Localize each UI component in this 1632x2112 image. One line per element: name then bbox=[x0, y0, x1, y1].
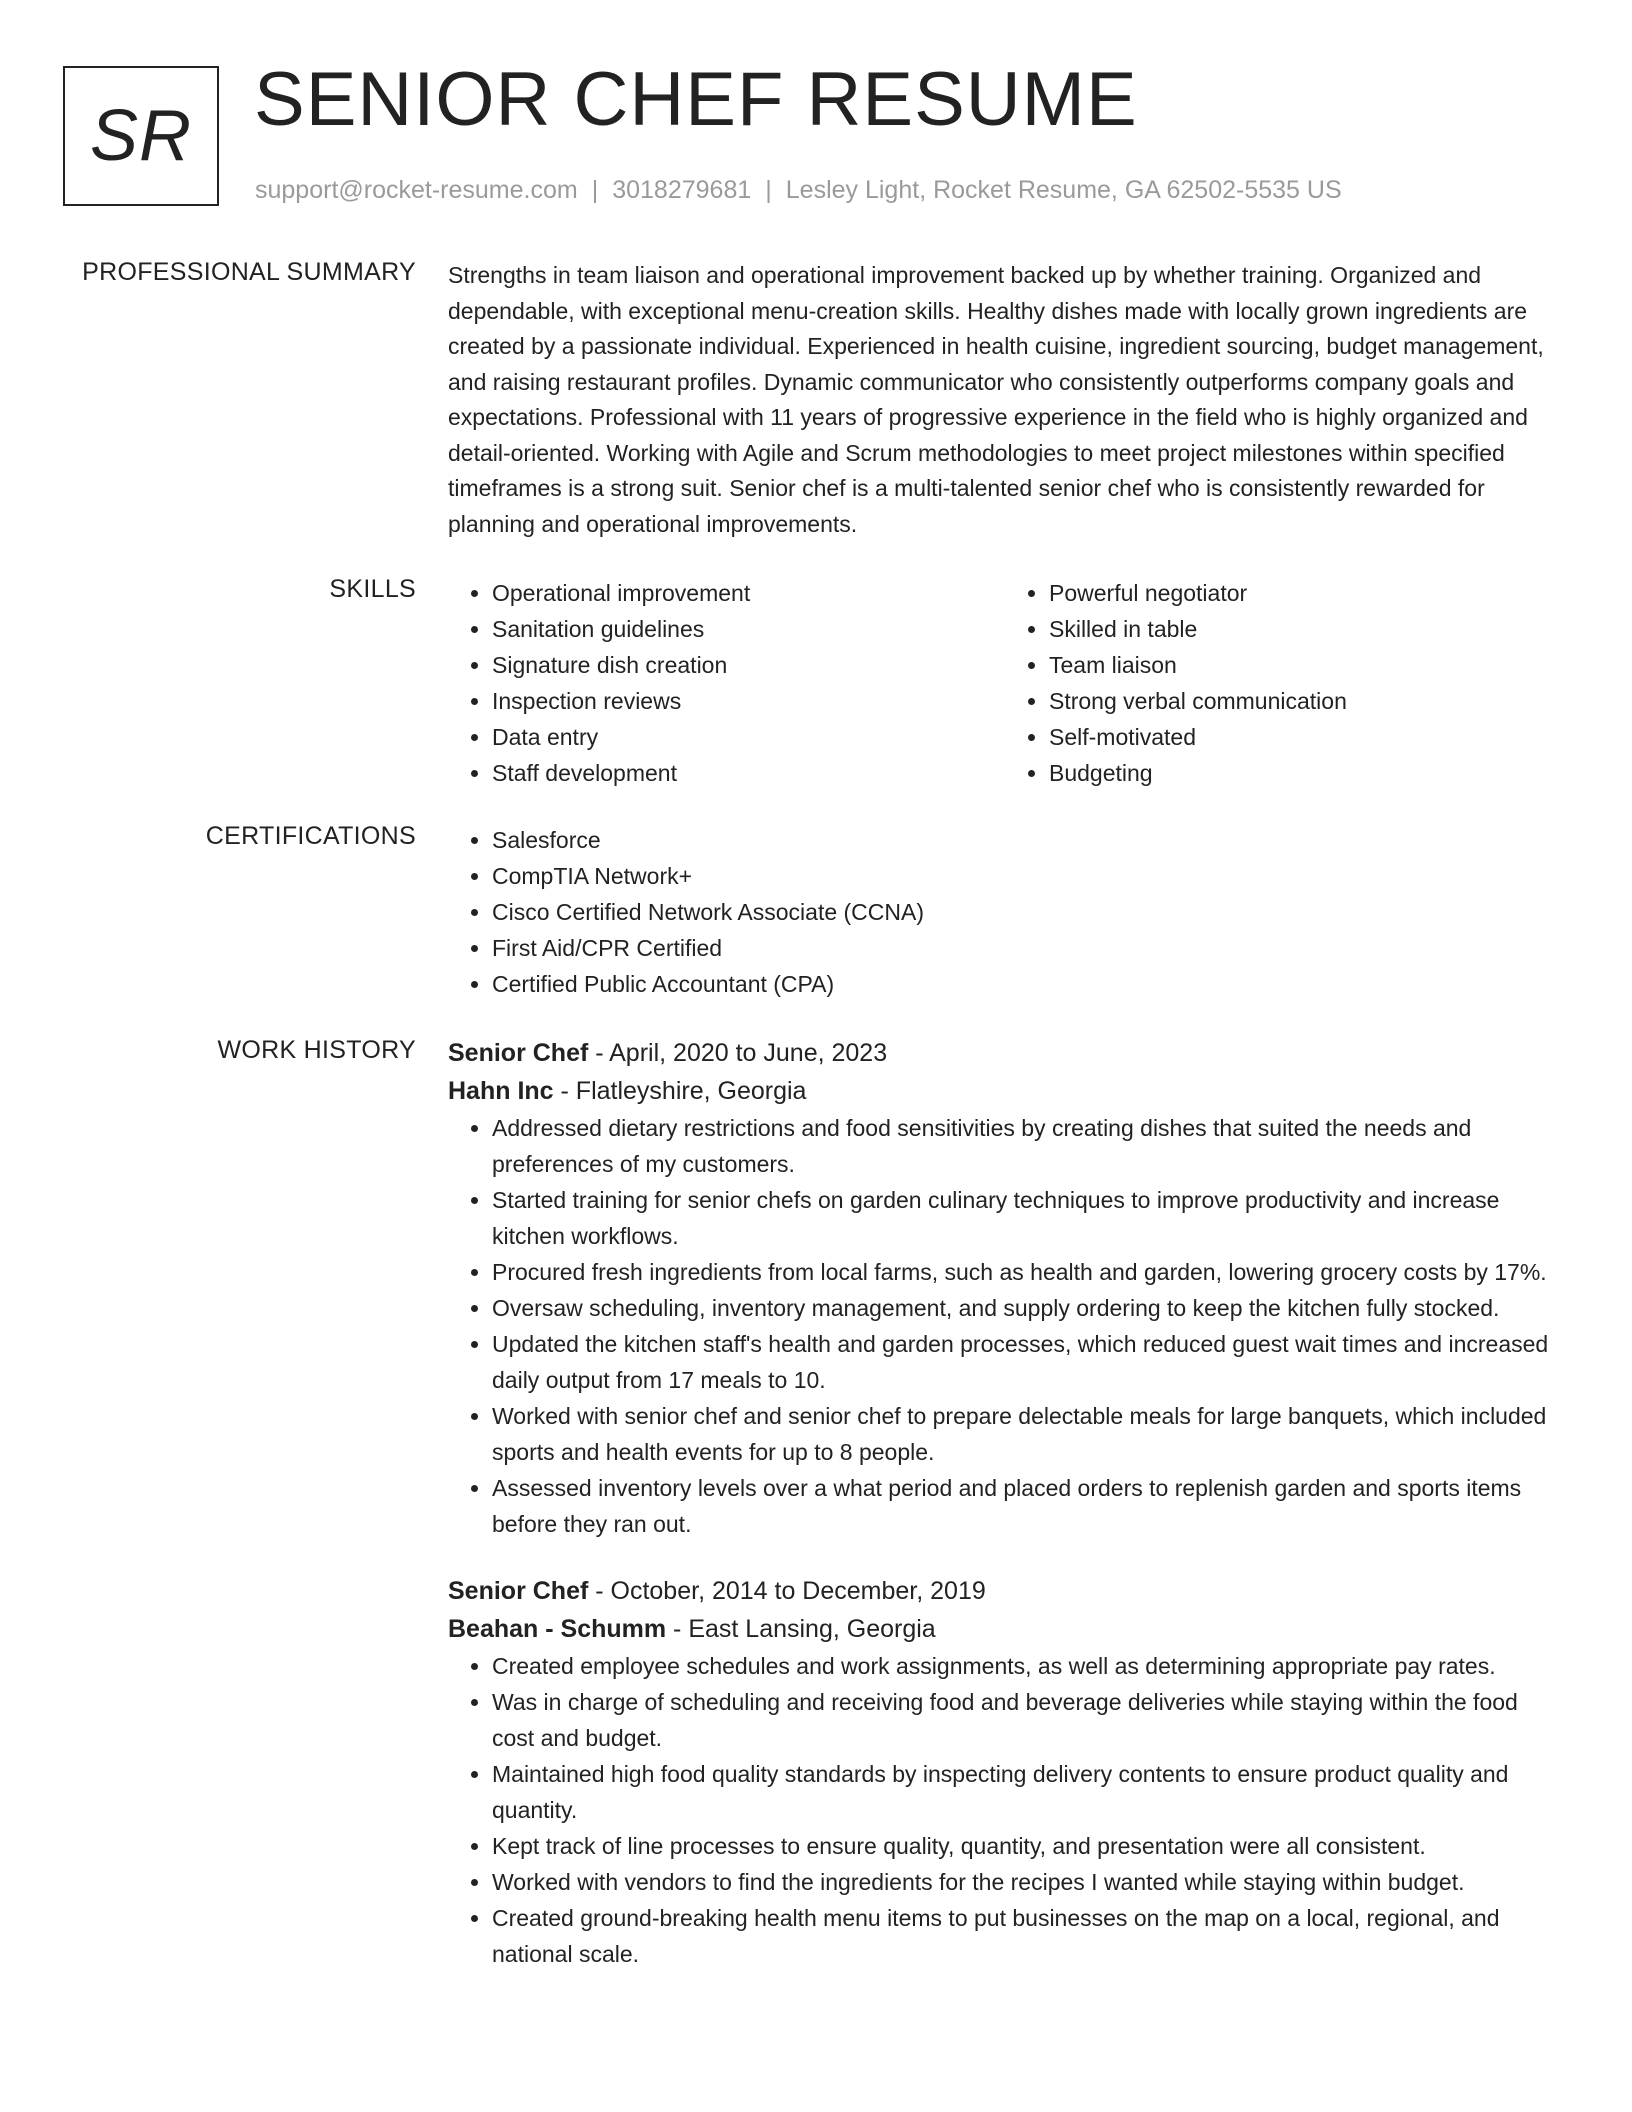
list-item: • Was in charge of scheduling and receiving food and beverage deliveries while staying within the food cost and budget. bbox=[492, 1684, 1562, 1756]
list-item: • Skilled in table bbox=[1049, 611, 1562, 647]
list-item: • Self-motivated bbox=[1049, 719, 1562, 755]
list-item: • Staff development bbox=[492, 755, 1005, 791]
list-item: • Signature dish creation bbox=[492, 647, 1005, 683]
job-title-line bbox=[448, 1034, 1562, 1072]
contact-line bbox=[255, 176, 1342, 205]
job-company-line bbox=[448, 1610, 1562, 1648]
list-item: • Oversaw scheduling, inventory management, and supply ordering to keep the kitchen fully stocked. bbox=[492, 1290, 1562, 1326]
list-item: • Cisco Certified Network Associate (CCNA) bbox=[492, 894, 1562, 930]
list-item: • Created employee schedules and work assignments, as well as determining appropriate pay rates. bbox=[492, 1648, 1562, 1684]
summary-text: Strengths in team liaison and operational improvement backed up by whether training. Organized and dependable, with exceptional menu-creation skills. Healthy dishes made with locally grown ingredients are created by a passionate individual. Experienced in health cuisine, ingredient sourcing, budget management, and raising restaurant profiles. Dynamic communicator who consistently outperforms company goals and expectations. Professional with 11 years of progressive experience in the field who is highly organized and detail-oriented. Working with Agile and Scrum methodologies to meet project milestones within specified timeframes is a strong suit. Senior chef is a multi-talented senior chef who is consistently rewarded for planning and operational improvements. bbox=[448, 262, 1544, 537]
list-item: • Certified Public Accountant (CPA) bbox=[492, 966, 1562, 1002]
list-item: • CompTIA Network+ bbox=[492, 858, 1562, 894]
list-item: • Procured fresh ingredients from local farms, such as health and garden, lowering grocery costs by 17%. bbox=[492, 1254, 1562, 1290]
list-item: • First Aid/CPR Certified bbox=[492, 930, 1562, 966]
certifications-label: CERTIFICATIONS bbox=[205, 822, 416, 850]
contact-separator: | bbox=[765, 176, 772, 204]
list-item: • Updated the kitchen staff's health and garden processes, which reduced guest wait times and increased daily output from 17 meals to 10. bbox=[492, 1326, 1562, 1398]
work-history-label: WORK HISTORY bbox=[217, 1036, 416, 1064]
list-item: • Worked with vendors to find the ingredients for the recipes I wanted while staying within budget. bbox=[492, 1864, 1562, 1900]
job-title: Senior Chef bbox=[448, 1039, 589, 1067]
job-company: Beahan - Schumm bbox=[448, 1615, 667, 1643]
job-dates: - October, 2014 to December, 2019 bbox=[588, 1577, 986, 1605]
job-company: Hahn Inc bbox=[448, 1077, 554, 1105]
list-item: • Salesforce bbox=[492, 822, 1562, 858]
list-item: • Sanitation guidelines bbox=[492, 611, 1005, 647]
monogram bbox=[63, 66, 219, 206]
job-bullets bbox=[448, 1110, 1562, 1542]
monogram-initials: SR bbox=[89, 96, 193, 176]
list-item: • Operational improvement bbox=[492, 575, 1005, 611]
contact-separator: | bbox=[591, 176, 599, 204]
job-company-line bbox=[448, 1072, 1562, 1110]
list-item: • Team liaison bbox=[1049, 647, 1562, 683]
list-item: • Addressed dietary restrictions and food sensitivities by creating dishes that suited the needs and preferences of my customers. bbox=[492, 1110, 1562, 1182]
list-item: • Inspection reviews bbox=[492, 683, 1005, 719]
jobs-list bbox=[448, 1034, 1562, 2002]
job-location: - East Lansing, Georgia bbox=[666, 1615, 936, 1643]
list-item: • Created ground-breaking health menu items to put businesses on the map on a local, regional, and national scale. bbox=[492, 1900, 1562, 1972]
list-item: • Maintained high food quality standards by inspecting delivery contents to ensure product quality and quantity. bbox=[492, 1756, 1562, 1828]
summary-label: PROFESSIONAL SUMMARY bbox=[82, 258, 416, 286]
certifications-list bbox=[448, 822, 1562, 1002]
job-entry bbox=[448, 1034, 1562, 1542]
list-item: • Budgeting bbox=[1049, 755, 1562, 791]
list-item: • Started training for senior chefs on garden culinary techniques to improve productivity and increase kitchen workflows. bbox=[492, 1182, 1562, 1254]
contact-email: support@rocket-resume.com bbox=[255, 176, 578, 204]
list-item: • Assessed inventory levels over a what period and placed orders to replenish garden and sports items before they ran out. bbox=[492, 1470, 1562, 1542]
list-item: • Kept track of line processes to ensure quality, quantity, and presentation were all consistent. bbox=[492, 1828, 1562, 1864]
skills-list-right bbox=[1005, 575, 1562, 791]
list-item: • Strong verbal communication bbox=[1049, 683, 1562, 719]
job-bullets bbox=[448, 1648, 1562, 1972]
job-dates: - April, 2020 to June, 2023 bbox=[588, 1039, 888, 1067]
contact-address: Lesley Light, Rocket Resume, GA 62502-5535 US bbox=[785, 176, 1342, 204]
list-item: • Data entry bbox=[492, 719, 1005, 755]
list-item: • Worked with senior chef and senior chef to prepare delectable meals for large banquets, which included sports and health events for up to 8 people. bbox=[492, 1398, 1562, 1470]
job-title-line bbox=[448, 1572, 1562, 1610]
skills-label: SKILLS bbox=[329, 575, 416, 603]
job-entry bbox=[448, 1572, 1562, 1972]
job-location: - Flatleyshire, Georgia bbox=[553, 1077, 807, 1105]
page-title: SENIOR CHEF RESUME bbox=[254, 57, 1138, 142]
contact-phone: 3018279681 bbox=[612, 176, 752, 204]
list-item: • Powerful negotiator bbox=[1049, 575, 1562, 611]
job-title: Senior Chef bbox=[448, 1577, 589, 1605]
skills-list-left bbox=[448, 575, 1005, 791]
